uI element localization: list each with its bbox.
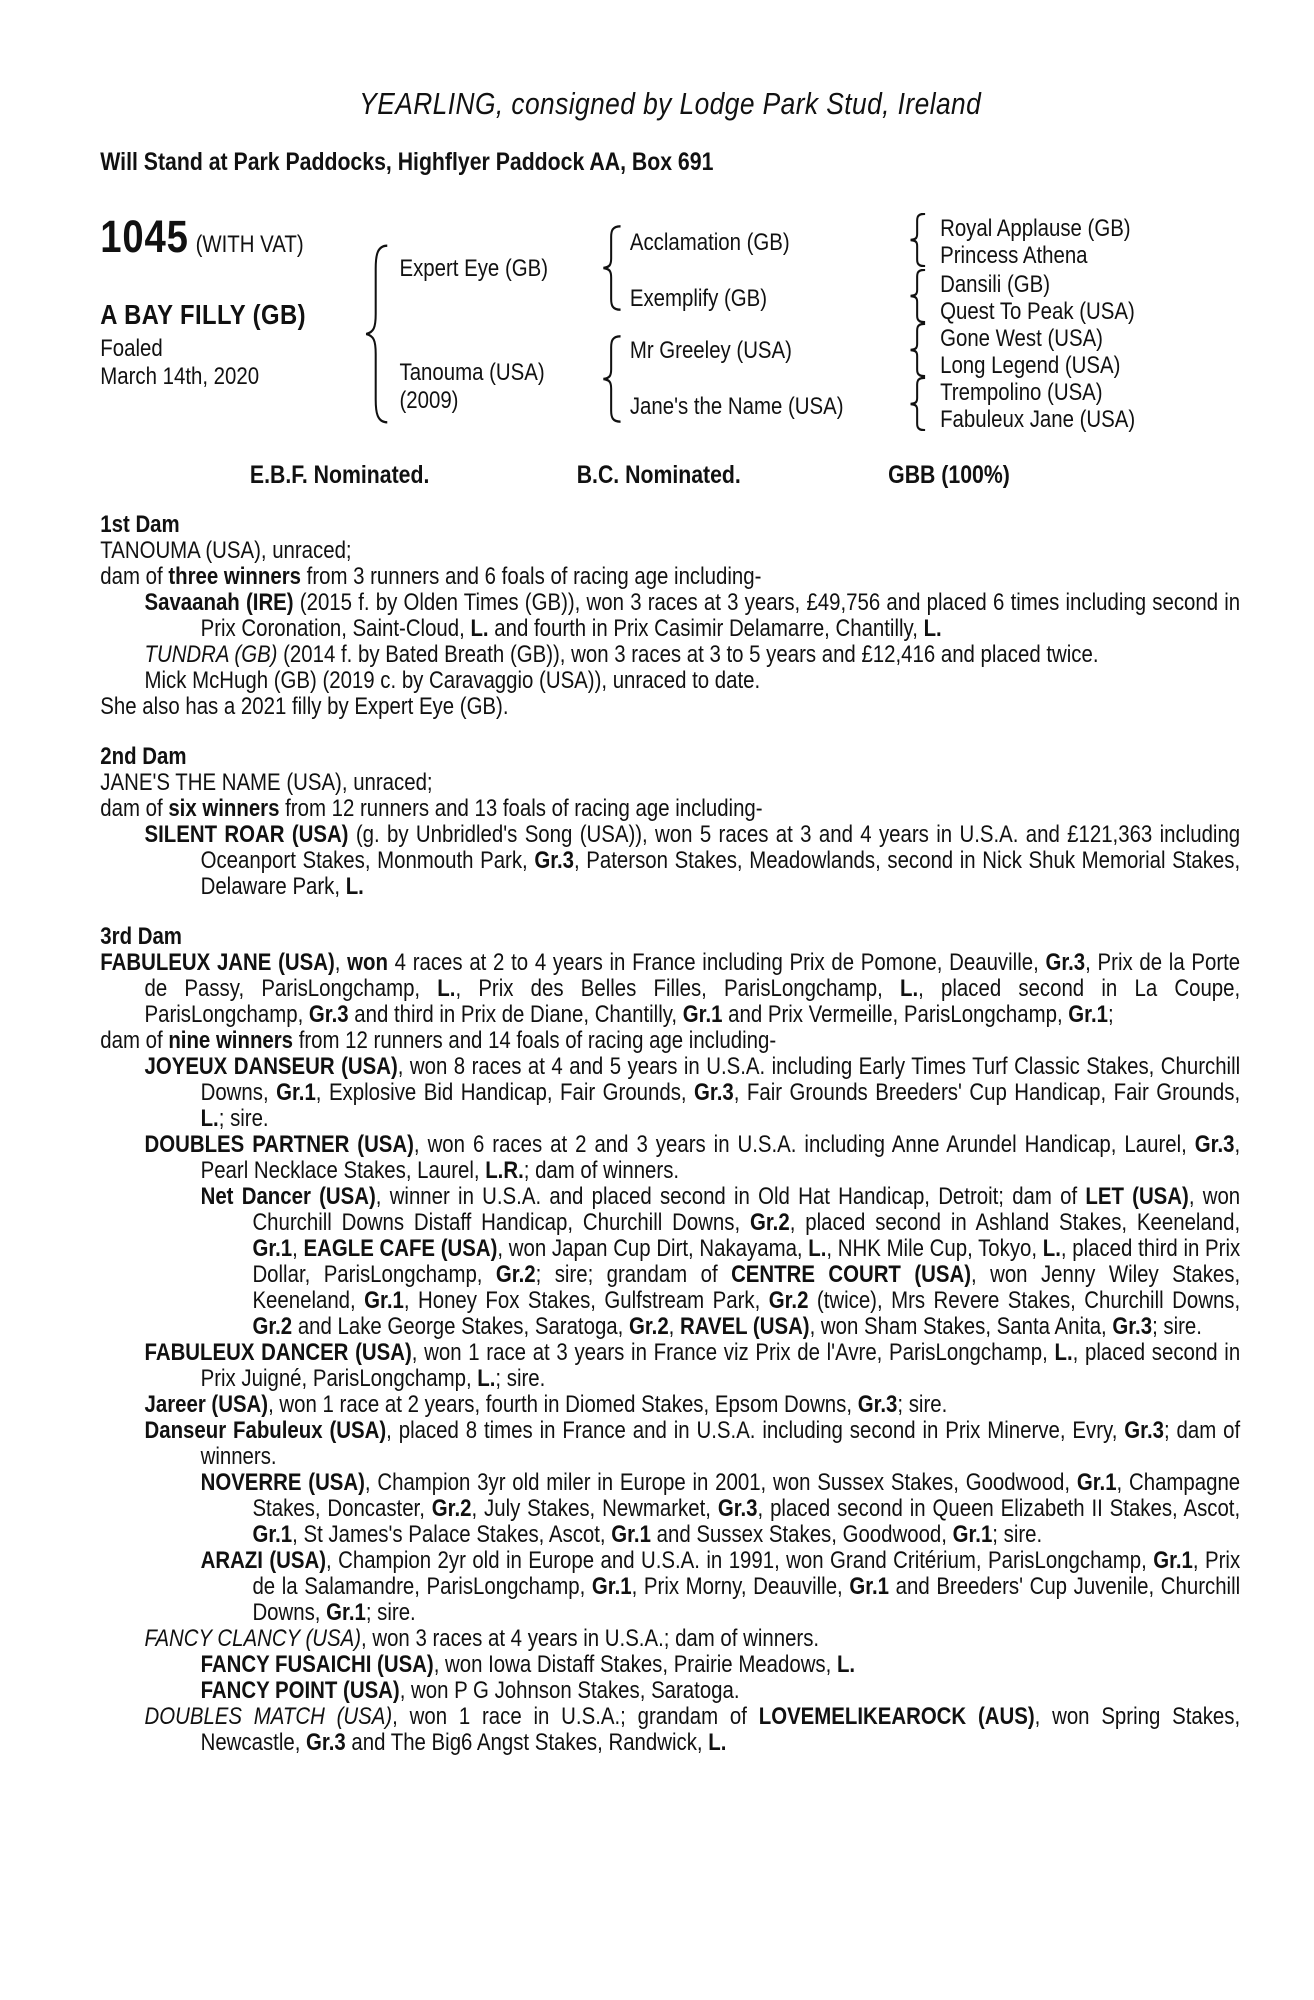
grandparent: Trempolino (USA) — [940, 379, 1103, 406]
section-heading: 3rd Dam — [100, 923, 182, 950]
text-run: DOUBLES PARTNER (USA) — [144, 1131, 414, 1158]
page-title: YEARLING, consigned by Lodge Park Stud, Ireland — [359, 86, 982, 121]
text-run: , won Jenny Wiley Stakes, Keeneland, — [252, 1261, 1241, 1314]
dam-dam: Jane's the Name (USA) — [629, 393, 844, 420]
text-run: L. — [345, 873, 364, 900]
pedigree-text-paragraph — [100, 590, 1240, 642]
text-run: Gr.3 — [308, 1001, 349, 1028]
text-run: , Champion 3yr old miler in Europe in 2001, won Sussex Stakes, Goodwood, — [364, 1469, 1077, 1496]
text-run: L. — [1042, 1235, 1061, 1262]
text-run: (twice), Mrs Revere Stakes, Churchill Downs, — [808, 1287, 1241, 1314]
text-run: Jareer (USA) — [144, 1391, 269, 1418]
text-run: FABULEUX JANE (USA) — [100, 949, 335, 976]
text-run: ; sire. — [1152, 1313, 1202, 1340]
text-run: RAVEL (USA) — [680, 1313, 810, 1340]
text-run: , won 3 races at 4 years in U.S.A.; dam of winners. — [361, 1625, 820, 1652]
dam-section-3 — [100, 924, 1240, 1756]
text-run: Gr.3 — [1124, 1417, 1164, 1444]
text-run: and fourth in Prix Casimir Delamarre, Chantilly, — [488, 615, 924, 642]
brace-icon — [908, 377, 927, 431]
brace-icon — [908, 213, 927, 267]
text-run: L. — [437, 975, 456, 1002]
text-run: Gr.1 — [364, 1287, 404, 1314]
text-run: LOVEMELIKEAROCK (AUS) — [758, 1703, 1035, 1730]
text-run: FANCY CLANCY (USA) — [144, 1625, 362, 1652]
text-run: Gr.1 — [252, 1235, 293, 1262]
text-run: Gr.3 — [306, 1729, 346, 1756]
grandparent: Gone West (USA) — [940, 325, 1103, 352]
text-run: , Pearl Necklace Stakes, Laurel, — [200, 1131, 1241, 1184]
text-run: Gr.3 — [1112, 1313, 1153, 1340]
text-run: Gr.3 — [1194, 1131, 1235, 1158]
text-run: , Champion 2yr old in Europe and U.S.A. in 1991, won Grand Critérium, ParisLongchamp, — [326, 1547, 1154, 1574]
pedigree-text-paragraph — [100, 1704, 1240, 1756]
text-run: , placed third in Prix Dollar, ParisLongchamp, — [252, 1235, 1241, 1288]
text-run: Gr.1 — [1076, 1469, 1117, 1496]
text-run: ; dam of winners. — [200, 1417, 1241, 1470]
text-run: Gr.1 — [326, 1599, 366, 1626]
stand-location-line: Will Stand at Park Paddocks, Highflyer Paddock AA, Box 691 — [100, 148, 714, 176]
pedigree-text-paragraph — [100, 1340, 1240, 1392]
grandparent: Princess Athena — [940, 242, 1088, 269]
text-run: Gr.2 — [495, 1261, 536, 1288]
dam-section-1 — [100, 512, 1240, 720]
brace-icon — [908, 323, 927, 377]
text-run: , won Churchill Downs Distaff Handicap, Churchill Downs, — [252, 1183, 1241, 1236]
text-run: Gr.3 — [694, 1079, 734, 1106]
text-run: Danseur Fabuleux (USA) — [144, 1417, 387, 1444]
grandparent: Royal Applause (GB) — [940, 215, 1131, 242]
text-run: , placed second in Prix Juigné, ParisLongchamp, — [200, 1339, 1241, 1392]
text-run: Gr.1 — [952, 1521, 993, 1548]
pedigree-text-paragraph — [100, 1678, 1240, 1704]
dam-sire: Mr Greeley (USA) — [629, 337, 792, 364]
pedigree-text-paragraph — [100, 1184, 1240, 1340]
text-run: dam of — [100, 1027, 169, 1054]
text-run: Gr.2 — [252, 1313, 293, 1340]
text-run: six winners — [168, 795, 280, 822]
text-run: L. — [708, 1729, 727, 1756]
text-run: Gr.1 — [1068, 1001, 1109, 1028]
text-run: L. — [808, 1235, 827, 1262]
text-run: and Sussex Stakes, Goodwood, — [650, 1521, 953, 1548]
text-run: , — [292, 1235, 304, 1262]
text-run: Mick McHugh (GB) (2019 c. by Caravaggio (USA)), unraced to date. — [144, 667, 761, 694]
text-run: and The Big6 Angst Stakes, Randwick, — [345, 1729, 709, 1756]
text-run: CENTRE COURT (USA) — [731, 1261, 971, 1288]
text-run: , Prix de la Porte de Passy, ParisLongchamp, — [144, 949, 1241, 1002]
pedigree-text-paragraph — [100, 538, 1240, 564]
text-run: won — [347, 949, 388, 976]
text-run: , placed second in Queen Elizabeth II Stakes, Ascot, — [757, 1495, 1241, 1522]
text-run: JANE'S THE NAME (USA), unraced; — [100, 769, 433, 796]
lot-number: 1045 — [100, 211, 189, 262]
text-run: , Explosive Bid Handicap, Fair Grounds, — [315, 1079, 695, 1106]
text-run: dam of — [100, 795, 169, 822]
text-run: , won 8 races at 4 and 5 years in U.S.A. including Early Times Turf Classic Stakes, Churchill Downs, — [200, 1053, 1241, 1106]
text-run: , Fair Grounds Breeders' Cup Handicap, Fair Grounds, — [733, 1079, 1241, 1106]
dam-section-2 — [100, 744, 1240, 900]
text-run: , St James's Palace Stakes, Ascot, — [292, 1521, 612, 1548]
text-run: , won 1 race at 2 years, fourth in Diomed Stakes, Epsom Downs, — [268, 1391, 858, 1418]
pedigree-text-paragraph — [100, 1470, 1240, 1548]
text-run: , placed second in Ashland Stakes, Keeneland, — [789, 1209, 1241, 1236]
text-run: L. — [1054, 1339, 1073, 1366]
text-run: DOUBLES MATCH (USA) — [144, 1703, 393, 1730]
text-run: Gr.3 — [1045, 949, 1086, 976]
pedigree-text-paragraph — [100, 1132, 1240, 1184]
pedigree-text-paragraph — [100, 1626, 1240, 1652]
sire-dam: Exemplify (GB) — [629, 285, 768, 312]
text-run: nine winners — [168, 1027, 294, 1054]
pedigree-text-paragraph — [100, 1392, 1240, 1418]
pedigree-text-paragraph — [100, 1028, 1240, 1054]
grandparent: Fabuleux Jane (USA) — [940, 406, 1136, 433]
grandparent: Quest To Peak (USA) — [940, 298, 1135, 325]
section-heading: 1st Dam — [100, 511, 180, 538]
text-run: L. — [836, 1651, 856, 1678]
sire-name: Expert Eye (GB) — [399, 255, 549, 282]
text-run: , Prix Morny, Deauville, — [631, 1573, 850, 1600]
text-run: , won 1 race in U.S.A.; grandam of — [392, 1703, 759, 1730]
foaled-date: March 14th, 2020 — [100, 363, 260, 390]
text-run: Gr.1 — [252, 1521, 293, 1548]
text-run: ARAZI (USA) — [200, 1547, 327, 1574]
brace-icon — [600, 335, 622, 423]
text-run: three winners — [168, 563, 301, 590]
text-run: Gr.2 — [431, 1495, 472, 1522]
dam-name: Tanouma (USA) — [399, 359, 545, 386]
text-run: , won Sham Stakes, Santa Anita, — [809, 1313, 1113, 1340]
text-run: ; dam of winners. — [523, 1157, 680, 1184]
pedigree-text-paragraph — [100, 668, 1240, 694]
text-run: and Breeders' Cup Juvenile, Churchill Downs, — [252, 1573, 1241, 1626]
text-run: Gr.2 — [628, 1313, 669, 1340]
text-run: and third in Prix de Diane, Chantilly, — [348, 1001, 683, 1028]
text-run: , won Spring Stakes, Newcastle, — [200, 1703, 1241, 1756]
text-run: Gr.1 — [276, 1079, 316, 1106]
text-run: L. — [470, 615, 489, 642]
text-run: , NHK Mile Cup, Tokyo, — [826, 1235, 1043, 1262]
sire-sire: Acclamation (GB) — [629, 229, 790, 256]
text-run: , placed 8 times in France and in U.S.A. including second in Prix Minerve, Evry, — [386, 1417, 1125, 1444]
text-run: Gr.3 — [717, 1495, 758, 1522]
text-run: , Champagne Stakes, Doncaster, — [252, 1469, 1241, 1522]
text-run: , July Stakes, Newmarket, — [471, 1495, 718, 1522]
text-run: from 12 runners and 14 foals of racing age including- — [293, 1027, 777, 1054]
text-run: NOVERRE (USA) — [200, 1469, 365, 1496]
text-run: Gr.1 — [591, 1573, 632, 1600]
text-run: (2014 f. by Bated Breath (GB)), won 3 races at 3 to 5 years and £12,416 and placed twice. — [277, 641, 1099, 668]
text-run: , won P G Johnson Stakes, Saratoga. — [399, 1677, 740, 1704]
pedigree-text-paragraph — [100, 642, 1240, 668]
text-run: , — [334, 949, 348, 976]
text-run: L. — [200, 1105, 219, 1132]
section-heading: 2nd Dam — [100, 743, 187, 770]
text-run: LET (USA) — [1085, 1183, 1189, 1210]
text-run: L. — [923, 615, 942, 642]
pedigree-text-paragraph — [100, 822, 1240, 900]
text-run: 4 races at 2 to 4 years in France including Prix de Pomone, Deauville, — [387, 949, 1046, 976]
text-run: and Lake George Stakes, Saratoga, — [292, 1313, 629, 1340]
text-run: , won Iowa Distaff Stakes, Prairie Meadows, — [433, 1651, 837, 1678]
text-run: FANCY FUSAICHI (USA) — [200, 1651, 434, 1678]
nominations-line — [250, 461, 1010, 490]
text-run: , Prix de la Salamandre, ParisLongchamp, — [252, 1547, 1241, 1600]
pedigree-text-paragraph — [100, 694, 1240, 720]
pedigree-tree — [100, 211, 1240, 451]
text-run: EAGLE CAFE (USA) — [303, 1235, 498, 1262]
text-run: Gr.2 — [750, 1209, 790, 1236]
text-run: , placed second in La Coupe, ParisLongchamp, — [144, 975, 1241, 1028]
text-run: ; — [1108, 1001, 1114, 1028]
text-run: and Prix Vermeille, ParisLongchamp, — [722, 1001, 1069, 1028]
text-run: (g. by Unbridled's Song (USA)), won 5 races at 3 and 4 years in U.S.A. and £121,363 including Oceanport Stakes, Monmouth Park, — [200, 821, 1241, 874]
text-run: ; sire. — [365, 1599, 416, 1626]
text-run: She also has a 2021 filly by Expert Eye (GB). — [100, 693, 509, 720]
text-run: , Prix des Belles Filles, ParisLongchamp, — [455, 975, 901, 1002]
text-run: Gr.3 — [857, 1391, 898, 1418]
text-run: ; sire. — [218, 1105, 269, 1132]
text-run: L. — [900, 975, 919, 1002]
text-run: , Honey Fox Stakes, Gulfstream Park, — [403, 1287, 769, 1314]
dam-year: (2009) — [399, 387, 459, 414]
pedigree-text-paragraph — [100, 1548, 1240, 1626]
text-run: Gr.2 — [768, 1287, 809, 1314]
brace-icon — [908, 269, 927, 323]
lot-header — [100, 211, 303, 263]
text-run: L. — [477, 1365, 496, 1392]
pedigree-text-paragraph — [100, 1418, 1240, 1470]
text-run: Gr.1 — [682, 1001, 723, 1028]
text-run: TUNDRA (GB) — [144, 641, 278, 668]
text-run: TANOUMA (USA), unraced; — [100, 537, 352, 564]
grandparent: Dansili (GB) — [940, 271, 1051, 298]
gbb-note: GBB (100%) — [888, 461, 1010, 489]
text-run: Gr.1 — [849, 1573, 890, 1600]
text-run: ; sire. — [495, 1365, 546, 1392]
text-run: from 3 runners and 6 foals of racing age including- — [300, 563, 762, 590]
pedigree-text-paragraph — [100, 564, 1240, 590]
text-run: FANCY POINT (USA) — [200, 1677, 400, 1704]
pedigree-text-paragraph — [100, 950, 1240, 1028]
text-run: Gr.3 — [534, 847, 575, 874]
text-run: , — [668, 1313, 681, 1340]
text-run: Gr.1 — [1153, 1547, 1193, 1574]
text-run: JOYEUX DANSEUR (USA) — [144, 1053, 398, 1080]
text-run: , winner in U.S.A. and placed second in Old Hat Handicap, Detroit; dam of — [375, 1183, 1086, 1210]
text-run: dam of — [100, 563, 169, 590]
ebf-nominated: E.B.F. Nominated. — [249, 461, 430, 489]
text-run: Gr.1 — [611, 1521, 651, 1548]
pedigree-text-paragraph — [100, 1652, 1240, 1678]
bc-nominated: B.C. Nominated. — [576, 461, 741, 489]
text-run: (2015 f. by Olden Times (GB)), won 3 races at 3 years, £49,756 and placed 6 times including second in Prix Coronation, Saint-Cloud, — [200, 589, 1241, 642]
text-run: , won Japan Cup Dirt, Nakayama, — [497, 1235, 809, 1262]
brace-icon — [362, 243, 389, 425]
produce-record — [100, 512, 1240, 1756]
text-run: Savaanah (IRE) — [144, 589, 294, 616]
text-run: ; sire; grandam of — [535, 1261, 732, 1288]
pedigree-text-paragraph — [100, 1054, 1240, 1132]
text-run: , won 6 races at 2 and 3 years in U.S.A. including Anne Arundel Handicap, Laurel, — [413, 1131, 1195, 1158]
vat-note: (WITH VAT) — [195, 231, 304, 258]
text-run: , Paterson Stakes, Meadowlands, second in Nick Shuk Memorial Stakes, Delaware Park, — [200, 847, 1241, 900]
text-run: FABULEUX DANCER (USA) — [144, 1339, 412, 1366]
text-run: , won 1 race at 3 years in France viz Prix de l'Avre, ParisLongchamp, — [411, 1339, 1055, 1366]
text-run: L.R. — [485, 1157, 524, 1184]
horse-name: A BAY FILLY (GB) — [100, 299, 306, 330]
text-run: ; sire. — [992, 1521, 1043, 1548]
pedigree-text-paragraph — [100, 796, 1240, 822]
text-run: SILENT ROAR (USA) — [144, 821, 349, 848]
text-run: ; sire. — [897, 1391, 948, 1418]
brace-icon — [600, 225, 622, 311]
pedigree-text-paragraph — [100, 770, 1240, 796]
text-run: Net Dancer (USA) — [200, 1183, 376, 1210]
text-run: from 12 runners and 13 foals of racing age including- — [279, 795, 763, 822]
foaled-label: Foaled — [100, 335, 163, 362]
grandparent: Long Legend (USA) — [940, 352, 1121, 379]
